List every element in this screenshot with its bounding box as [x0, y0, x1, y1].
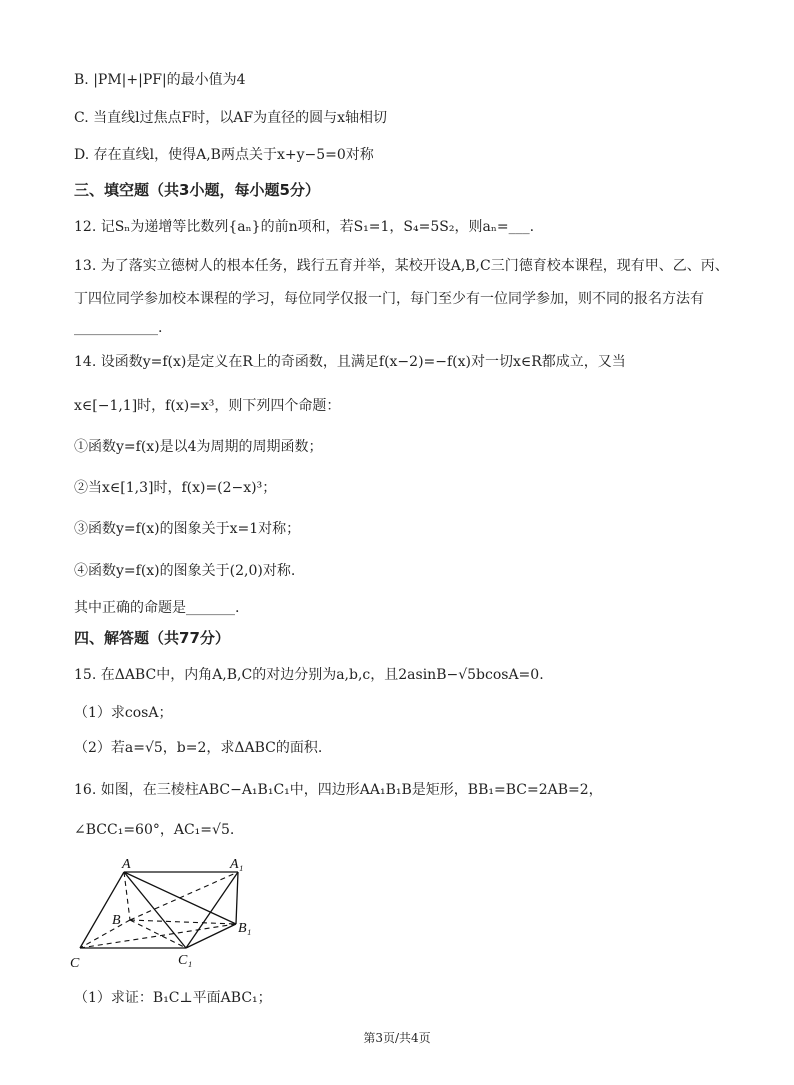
question-14-line1: 14. 设函数y=f(x)是定义在R上的奇函数，且满足f(x−2)=−f(x)对一切x∈R都成立，又当: [74, 354, 626, 370]
vertex-label-a: A: [122, 857, 131, 872]
question-15: 15. 在ΔABC中，内角A,B,C的对边分别为a,b,c，且2asinB−√5bcosA=0.: [74, 667, 544, 683]
proposition-2: ②当x∈[1,3]时，f(x)=(2−x)³；: [74, 480, 277, 496]
proposition-1: ①函数y=f(x)是以4为周期的周期函数；: [74, 439, 323, 455]
question-13-line2: 丁四位同学参加校本课程的学习，每位同学仅报一门，每门至少有一位同学参加，则不同的报名方法有: [74, 291, 704, 307]
proposition-3: ③函数y=f(x)的图象关于x=1对称；: [74, 521, 301, 537]
question-15-part2: （2）若a=√5，b=2，求ΔABC的面积.: [74, 740, 323, 756]
vertex-label-c1: C₁: [178, 953, 193, 968]
question-16-line2: ∠BCC₁=60°，AC₁=√5.: [74, 822, 235, 838]
question-14-answer: 其中正确的命题是_______.: [74, 600, 240, 616]
option-c: C. 当直线l过焦点F时，以AF为直径的圆与x轴相切: [74, 110, 388, 126]
proposition-4: ④函数y=f(x)的图象关于(2,0)对称.: [74, 563, 296, 579]
vertex-label-b: B: [112, 913, 121, 928]
vertex-label-a1: A₁: [230, 857, 244, 872]
question-15-part1: （1）求cosA；: [74, 705, 173, 721]
vertex-label-c: C: [70, 956, 80, 971]
option-d: D. 存在直线l，使得A,B两点关于x+y−5=0对称: [74, 147, 374, 163]
question-12: 12. 记Sₙ为递增等比数列{aₙ}的前n项和，若S₁=1，S₄=5S₂，则aₙ=___.: [74, 219, 535, 235]
question-13-line1: 13. 为了落实立德树人的根本任务，践行五育并举，某校开设A,B,C三门德育校本课程，现有甲、乙、丙、: [74, 258, 729, 274]
question-16-line1: 16. 如图，在三棱柱ABC−A₁B₁C₁中，四边形AA₁B₁B是矩形，BB₁=BC=2AB=2，: [74, 782, 603, 798]
option-b: B. |PM|+|PF|的最小值为4: [74, 72, 246, 88]
question-13-line3: ____________.: [74, 320, 163, 336]
prism-figure: [60, 852, 260, 977]
question-16-part1: （1）求证：B₁C⊥平面ABC₁；: [74, 990, 272, 1006]
section-answer-questions: 四、解答题（共77分）: [74, 629, 230, 647]
vertex-label-b1: B₁: [238, 921, 252, 936]
section-fill-blank: 三、填空题（共3小题，每小题5分）: [74, 181, 320, 199]
question-14-line2: x∈[−1,1]时，f(x)=x³，则下列四个命题：: [74, 398, 341, 414]
page-footer: 第3页/共4页: [363, 1031, 431, 1045]
